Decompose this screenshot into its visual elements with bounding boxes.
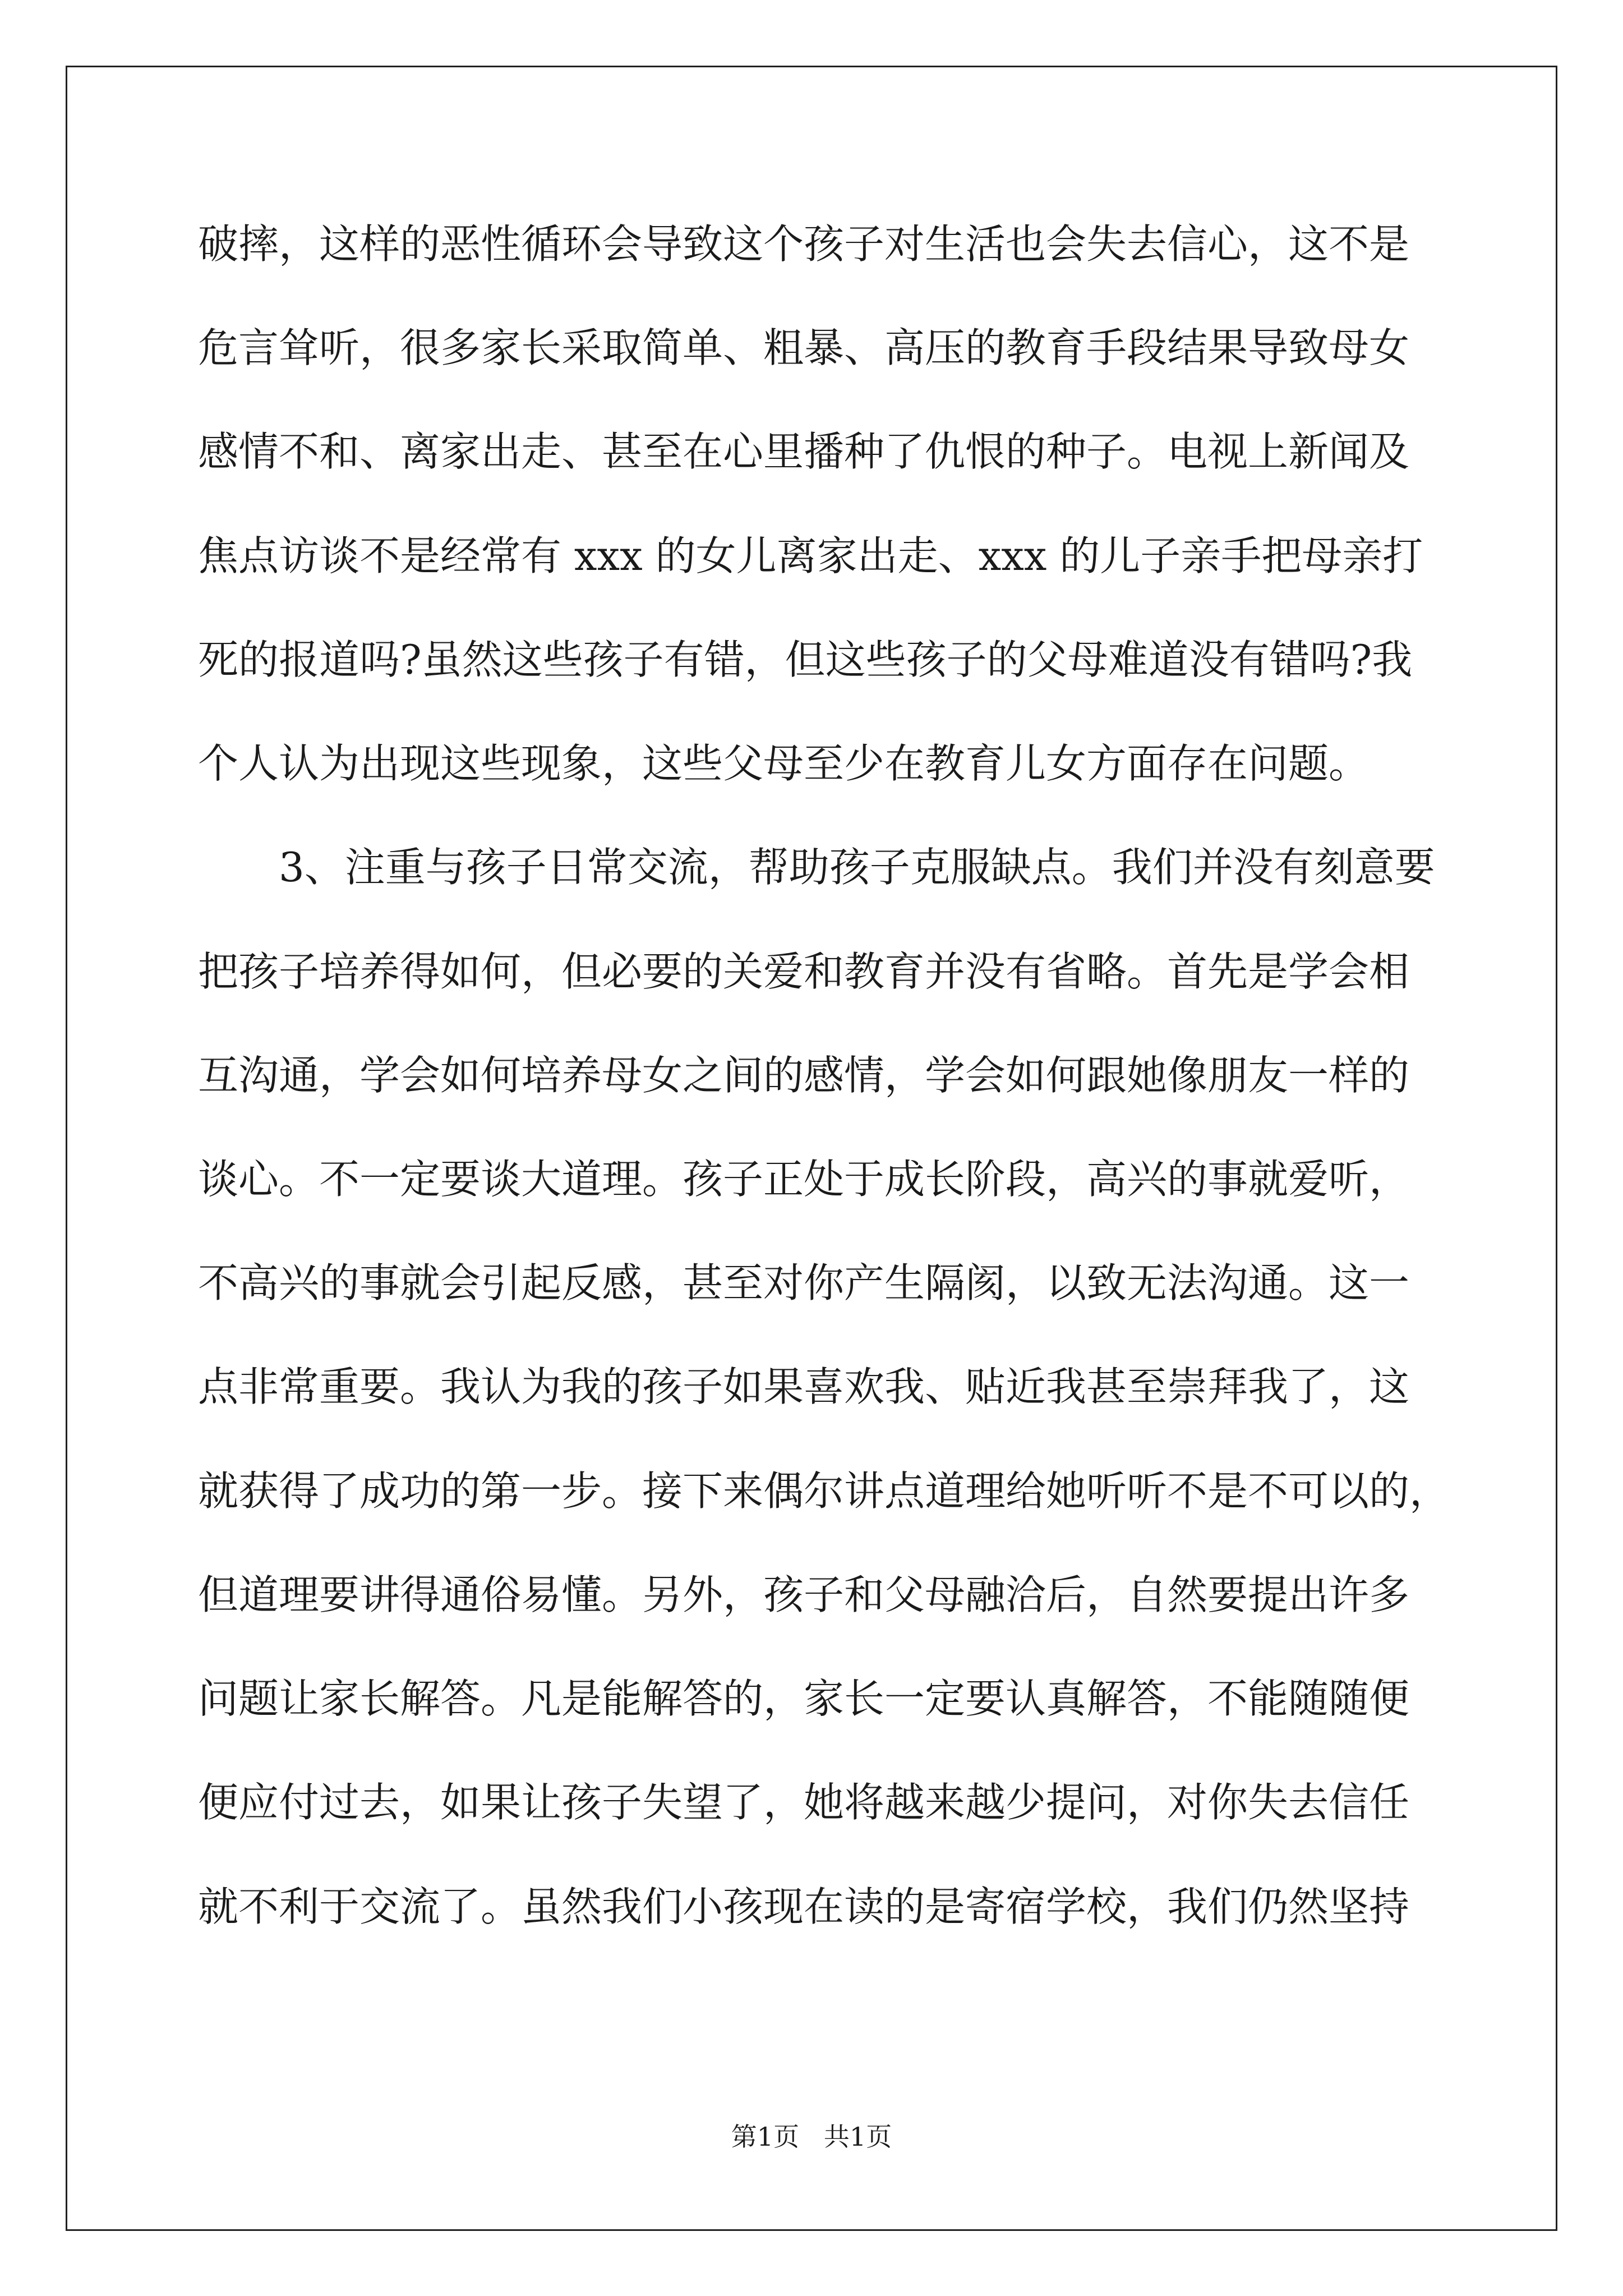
text-line-5: 死的报道吗?虽然这些孩子有错，但这些孩子的父母难道没有错吗?我 bbox=[198, 636, 1413, 683]
text-line-17: 就不利于交流了。虽然我们小孩现在读的是寄宿学校，我们仍然坚持 bbox=[198, 1883, 1410, 1930]
text-line-14: 但道理要讲得通俗易懂。另外，孩子和父母融洽后，自然要提出许多 bbox=[198, 1571, 1410, 1618]
text-line-9: 互沟通，学会如何培养母女之间的感情，学会如何跟她像朋友一样的 bbox=[198, 1052, 1410, 1099]
text-line-4: 焦点访谈不是经常有 xxx 的女儿离家出走、xxx 的儿子亲手把母亲打 bbox=[198, 532, 1423, 579]
text-line-16: 便应付过去，如果让孩子失望了，她将越来越少提问，对你失去信任 bbox=[198, 1779, 1410, 1826]
text-line-6: 个人认为出现这些现象，这些父母至少在教育儿女方面存在问题。 bbox=[198, 740, 1370, 787]
text-line-15: 问题让家长解答。凡是能解答的，家长一定要认真解答，不能随随便 bbox=[198, 1675, 1410, 1722]
text-line-13: 就获得了成功的第一步。接下来偶尔讲点道理给她听听不是不可以的， bbox=[198, 1467, 1450, 1515]
text-line-1: 破摔，这样的恶性循环会导致这个孩子对生活也会失去信心，这不是 bbox=[198, 220, 1410, 268]
text-line-3: 感情不和、离家出走、甚至在心里播种了仇恨的种子。电视上新闻及 bbox=[198, 428, 1410, 475]
text-line-10: 谈心。不一定要谈大道理。孩子正处于成长阶段，高兴的事就爱听， bbox=[198, 1156, 1410, 1203]
text-line-12: 点非常重要。我认为我的孩子如果喜欢我、贴近我甚至崇拜我了，这 bbox=[198, 1363, 1410, 1410]
page-number-footer: 第1页 共1页 bbox=[731, 2122, 892, 2152]
text-line-8: 把孩子培养得如何，但必要的关爱和教育并没有省略。首先是学会相 bbox=[198, 948, 1410, 995]
text-line-11: 不高兴的事就会引起反感，甚至对你产生隔阂，以致无法沟通。这一 bbox=[198, 1259, 1410, 1306]
text-line-7: 3、注重与孩子日常交流，帮助孩子克服缺点。我们并没有刻意要 bbox=[279, 844, 1435, 891]
text-line-2: 危言耸听，很多家长采取简单、粗暴、高压的教育手段结果导致母女 bbox=[198, 324, 1410, 371]
